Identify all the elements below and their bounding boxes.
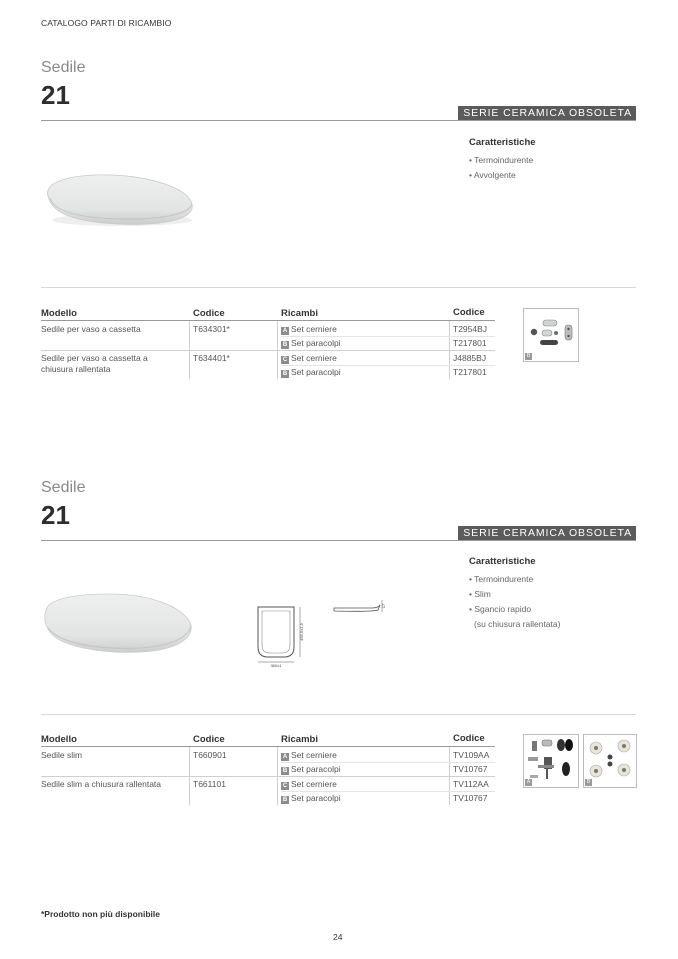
hinges-icon bbox=[524, 735, 578, 787]
table-row-codice: T660901 bbox=[193, 750, 227, 760]
toilet-seat-image bbox=[40, 168, 200, 234]
spare-part-thumbnail bbox=[523, 734, 579, 788]
spare-part-thumbnail bbox=[523, 308, 579, 362]
part-name: Set paracolpi bbox=[291, 764, 341, 774]
feature-item: • Sgancio rapido bbox=[469, 604, 532, 614]
feature-item: (su chiusura rallentata) bbox=[474, 619, 561, 629]
table-row-modello: Sedile per vaso a cassetta a chiusura rallentata bbox=[41, 353, 148, 374]
thumbnail-key-badge: B bbox=[526, 353, 531, 359]
table-header-rule bbox=[41, 320, 495, 321]
divider bbox=[41, 287, 636, 288]
row-divider bbox=[41, 350, 495, 351]
part-code: T2954BJ bbox=[453, 324, 488, 334]
row-divider bbox=[281, 762, 495, 763]
table-row-modello: Sedile slim a chiusura rallentata bbox=[41, 779, 162, 789]
catalog-header: CATALOGO PARTI DI RICAMBIO bbox=[41, 18, 172, 28]
part-code: TV112AA bbox=[453, 779, 489, 789]
part-code: TV109AA bbox=[453, 750, 490, 760]
section-number: 21 bbox=[41, 80, 70, 110]
table-row-codice: T661101 bbox=[193, 779, 226, 789]
bumpers-icon bbox=[524, 309, 578, 361]
col-header-ricambi: Ricambi bbox=[281, 308, 318, 319]
section-rule bbox=[41, 540, 636, 541]
part-key-badge: C bbox=[282, 783, 288, 789]
table-row-codice: T634401* bbox=[193, 353, 230, 363]
col-header-codice-ricambio: Codice bbox=[453, 733, 485, 744]
technical-drawing-side-view bbox=[332, 596, 388, 616]
series-band: SERIE CERAMICA OBSOLETA bbox=[458, 526, 636, 540]
part-row bbox=[281, 338, 341, 349]
slim-toilet-seat-image bbox=[40, 588, 196, 658]
table-row-codice: T634301* bbox=[193, 324, 230, 334]
row-divider bbox=[281, 336, 495, 337]
thumbnail-key-badge: B bbox=[586, 779, 591, 785]
feature-item: • Slim bbox=[469, 589, 491, 599]
divider bbox=[41, 714, 636, 715]
part-row bbox=[281, 367, 341, 378]
thumbnail-key-badge: A bbox=[526, 779, 531, 785]
table-row-modello: Sedile per vaso a cassetta bbox=[41, 324, 141, 334]
feature-item: • Termoindurente bbox=[469, 155, 534, 165]
col-header-modello: Modello bbox=[41, 734, 77, 745]
part-key-badge: B bbox=[282, 342, 288, 348]
row-divider bbox=[41, 776, 495, 777]
part-name: Set paracolpi bbox=[291, 793, 341, 803]
table-header-rule bbox=[41, 746, 495, 747]
dimension-height-label: 455,5±1,5 bbox=[299, 623, 304, 641]
col-header-ricambi: Ricambi bbox=[281, 734, 318, 745]
part-code: T217801 bbox=[453, 367, 487, 377]
section-title: Sedile bbox=[41, 59, 86, 76]
part-key-badge: A bbox=[282, 328, 288, 334]
spare-part-thumbnail bbox=[583, 734, 637, 788]
dimension-thickness-label: 17 bbox=[381, 603, 386, 609]
part-key-badge: C bbox=[282, 357, 288, 363]
part-name: Set cerniere bbox=[291, 353, 337, 363]
features-title: Caratteristiche bbox=[469, 137, 536, 148]
part-name: Set cerniere bbox=[291, 779, 337, 789]
part-key-badge: B bbox=[282, 371, 288, 377]
part-code: TV10767 bbox=[453, 764, 488, 774]
part-name: Set cerniere bbox=[291, 324, 337, 334]
part-code: TV10767 bbox=[453, 793, 488, 803]
part-name: Set cerniere bbox=[291, 750, 337, 760]
part-row bbox=[281, 353, 337, 364]
section-title: Sedile bbox=[41, 479, 86, 496]
section-number: 21 bbox=[41, 500, 70, 530]
part-code: T217801 bbox=[453, 338, 487, 348]
feature-item: • Termoindurente bbox=[469, 574, 534, 584]
part-row bbox=[281, 793, 341, 804]
features-title: Caratteristiche bbox=[469, 556, 536, 567]
part-row bbox=[281, 324, 337, 335]
part-name: Set paracolpi bbox=[291, 338, 341, 348]
feature-item: • Avvolgente bbox=[469, 170, 516, 180]
row-divider bbox=[281, 791, 495, 792]
part-row bbox=[281, 764, 341, 775]
part-row bbox=[281, 779, 337, 790]
part-name: Set paracolpi bbox=[291, 367, 341, 377]
dimension-width-label: 360±1 bbox=[270, 663, 282, 668]
part-key-badge: A bbox=[282, 754, 288, 760]
section-rule bbox=[41, 120, 636, 121]
part-row bbox=[281, 750, 337, 761]
col-header-codice-ricambio: Codice bbox=[453, 307, 485, 318]
row-divider bbox=[281, 365, 495, 366]
technical-drawing-top-view bbox=[248, 603, 308, 669]
page-number: 24 bbox=[333, 932, 343, 942]
col-header-codice: Codice bbox=[193, 308, 225, 319]
part-key-badge: B bbox=[282, 797, 288, 803]
table-row-modello: Sedile slim bbox=[41, 750, 83, 760]
part-code: J4885BJ bbox=[453, 353, 487, 363]
series-band: SERIE CERAMICA OBSOLETA bbox=[458, 106, 636, 120]
col-header-codice: Codice bbox=[193, 734, 225, 745]
part-key-badge: B bbox=[282, 768, 288, 774]
footnote: *Prodotto non più disponibile bbox=[41, 909, 160, 919]
col-header-modello: Modello bbox=[41, 308, 77, 319]
